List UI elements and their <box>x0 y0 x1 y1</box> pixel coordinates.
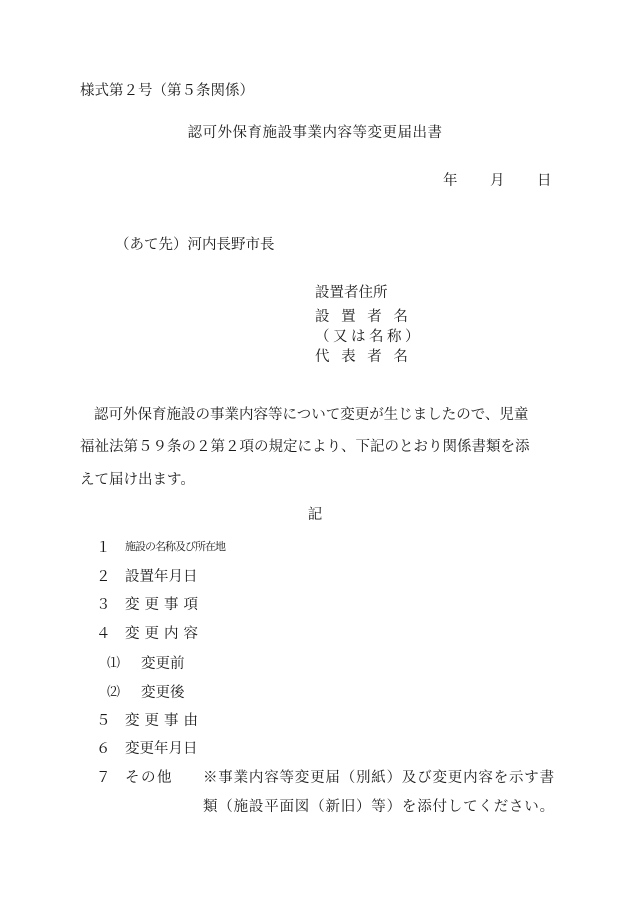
item-label-establishment-date: 設置年月日 <box>125 569 198 585</box>
sub-item-number: ⑴ <box>107 656 121 671</box>
item-number: ２ <box>96 569 111 585</box>
sub-item-number: ⑵ <box>107 685 121 700</box>
other-note-line-1: ※事業内容等変更届（別紙）及び変更内容を示す書 <box>203 770 555 786</box>
ki-heading: 記 <box>307 507 323 523</box>
item-number: ４ <box>96 626 111 642</box>
item-number: ７ <box>96 770 111 786</box>
body-line-1: 認可外保育施設の事業内容等について変更が生じましたので、児童 <box>94 407 529 423</box>
document-title: 認可外保育施設事業内容等変更届出書 <box>187 125 443 141</box>
item-label-other: その他 <box>125 770 173 786</box>
item-label-change-content: 変更内容 <box>125 626 203 642</box>
applicant-name-label: 設 置 者 名 <box>315 309 412 325</box>
representative-name-label: 代 表 者 名 <box>315 349 412 365</box>
body-line-2: 福祉法第５９条の２第２項の規定により、下記のとおり関係書類を添 <box>80 439 530 455</box>
body-line-3: えて届け出ます。 <box>80 472 195 488</box>
item-label-change-matters: 変更事項 <box>125 597 203 613</box>
applicant-or-name-label: （又は名称） <box>315 329 423 345</box>
item-label-facility-name-location: 施設の名称及び所在地 <box>125 540 225 553</box>
item-number: ５ <box>96 713 111 729</box>
form-number: 様式第２号（第５条関係） <box>80 83 254 99</box>
date-year-label: 年 <box>443 173 458 189</box>
sub-item-label-before: 変更前 <box>141 656 185 672</box>
item-number: １ <box>96 540 111 556</box>
item-number: ６ <box>96 741 111 757</box>
item-label-change-reason: 変更事由 <box>125 713 203 729</box>
sub-item-label-after: 変更後 <box>141 685 185 701</box>
other-note-line-2: 類（施設平面図（新旧）等）を添付してください。 <box>203 799 555 815</box>
addressee: （あて先）河内長野市長 <box>115 237 275 253</box>
date-day-label: 日 <box>537 173 552 189</box>
item-label-change-date: 変更年月日 <box>125 741 198 757</box>
item-number: ３ <box>96 597 111 613</box>
applicant-address-label: 設置者住所 <box>315 285 388 301</box>
date-month-label: 月 <box>490 173 505 189</box>
